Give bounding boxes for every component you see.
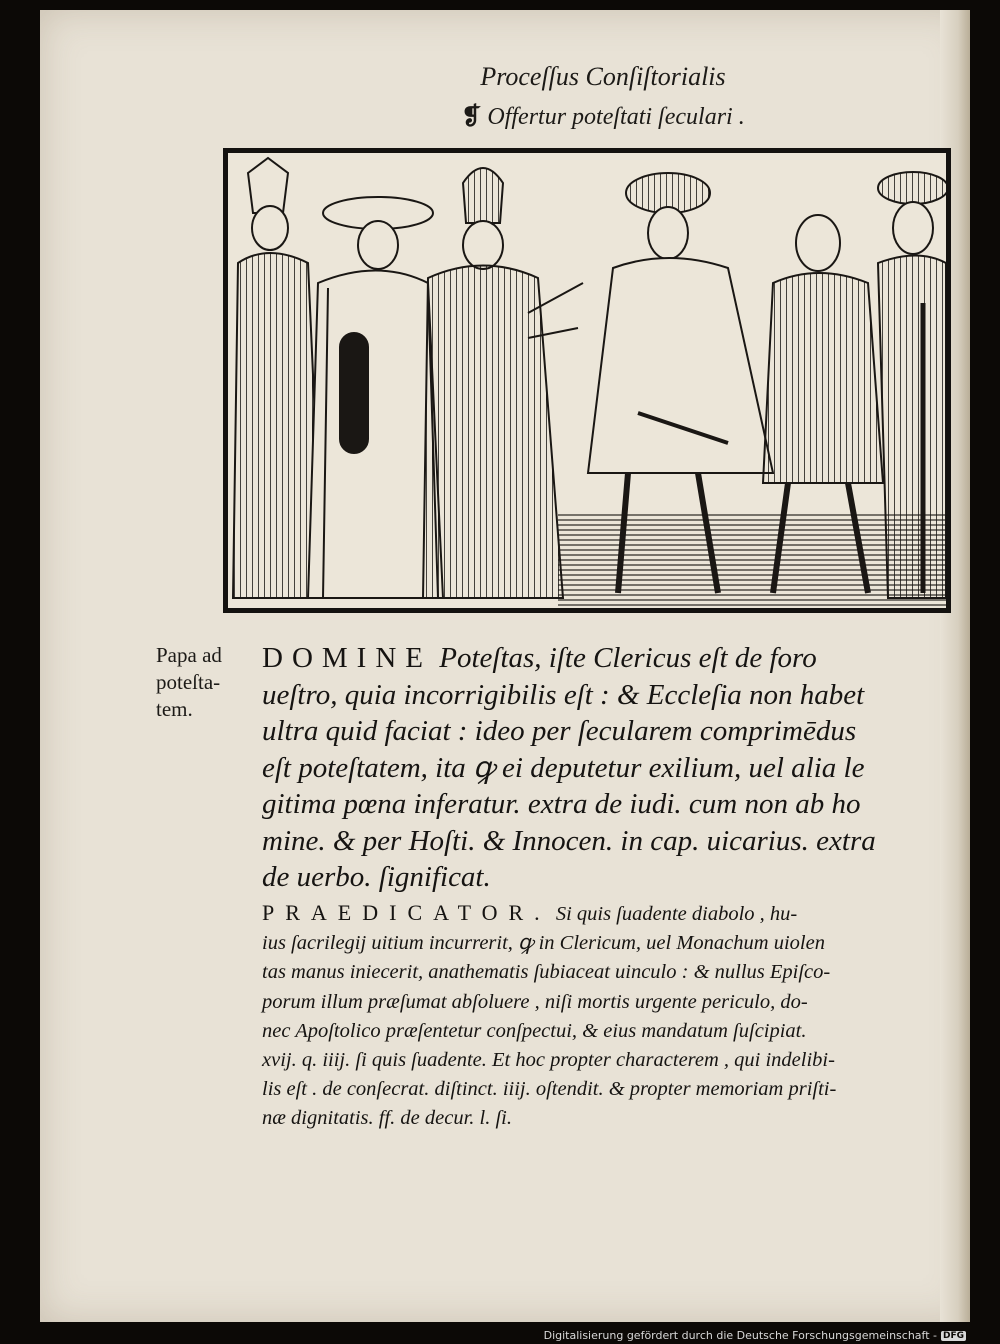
- predicator-heading: PRAEDICATOR.: [262, 900, 551, 925]
- subtitle-text: Offertur poteſtati ſeculari .: [487, 104, 745, 130]
- marginal-note-line: poteſta-: [156, 670, 221, 694]
- predicator-line: næ dignitatis. ff. de decur. l. ſi.: [262, 1107, 512, 1130]
- predicator-line: [262, 898, 982, 929]
- pilcrow-icon: ❡: [461, 104, 482, 130]
- woodcut-figures-image: [228, 153, 946, 608]
- woodcut-illustration: [223, 148, 951, 613]
- credit-text: Digitalisierung gefördert durch die Deutsche Forschungsgemeinschaft -: [543, 1329, 937, 1342]
- book-page: [40, 10, 970, 1322]
- main-text-line: ueſtro, quia incorrigibilis eſt : & Eccleſia non habet: [262, 678, 865, 711]
- main-text-line: [262, 640, 962, 677]
- predicator-line: tas manus iniecerit, anathematis ſubiaceat uinculo : & nullus Epiſco-: [262, 961, 831, 984]
- predicator-line: nec Apoſtolico præſentetur conſpectui, & eius mandatum ſuſcipiat.: [262, 1019, 807, 1042]
- predicator-line: ius ſacrilegij uitium incurrerit, ꝙ in Clericum, uel Monachum uiolen: [262, 932, 825, 955]
- predicator-line: xvij. q. iiij. ſi quis ſuadente. Et hoc propter characterem , qui indelibi-: [262, 1049, 835, 1072]
- main-text-block: [262, 640, 962, 896]
- main-text-line: de uerbo. ſignificat.: [262, 861, 491, 893]
- dfg-logo-icon: DFG: [942, 1330, 964, 1341]
- main-text-line: ultra quid faciat : ideo per ſecularem comprimēdus: [262, 715, 857, 747]
- predicator-block: [262, 898, 982, 1134]
- marginal-note: [156, 642, 256, 723]
- first-line-text: Poteſtas, iſte Clericus eſt de foro: [439, 642, 817, 674]
- predicator-first-line: Si quis ſuadente diabolo , hu-: [555, 903, 798, 925]
- marginal-note-line: Papa ad: [156, 643, 222, 667]
- main-text-line: mine. & per Hoſti. & Innocen. in cap. uicarius. extra: [262, 824, 876, 857]
- main-text-line: eſt poteſtatem, ita ꝙ ei deputetur exilium, uel alia le: [262, 751, 865, 784]
- section-subtitle: [423, 102, 783, 131]
- digitization-credit: [544, 1329, 966, 1342]
- main-text-line: gitima pœna inferatur. extra de iudi. cum non ab ho: [262, 788, 861, 820]
- marginal-note-line: tem.: [156, 697, 193, 721]
- running-title: Proceſſus Conſiſtorialis: [480, 62, 726, 91]
- predicator-line: porum illum præſumat abſoluere , niſi mortis urgente periculo, do-: [262, 990, 808, 1013]
- predicator-line: lis eſt . de conſecrat. diſtinct. iiij. oſtendit. & propter memoriam priſti-: [262, 1078, 837, 1101]
- first-word: DOMINE: [262, 642, 432, 674]
